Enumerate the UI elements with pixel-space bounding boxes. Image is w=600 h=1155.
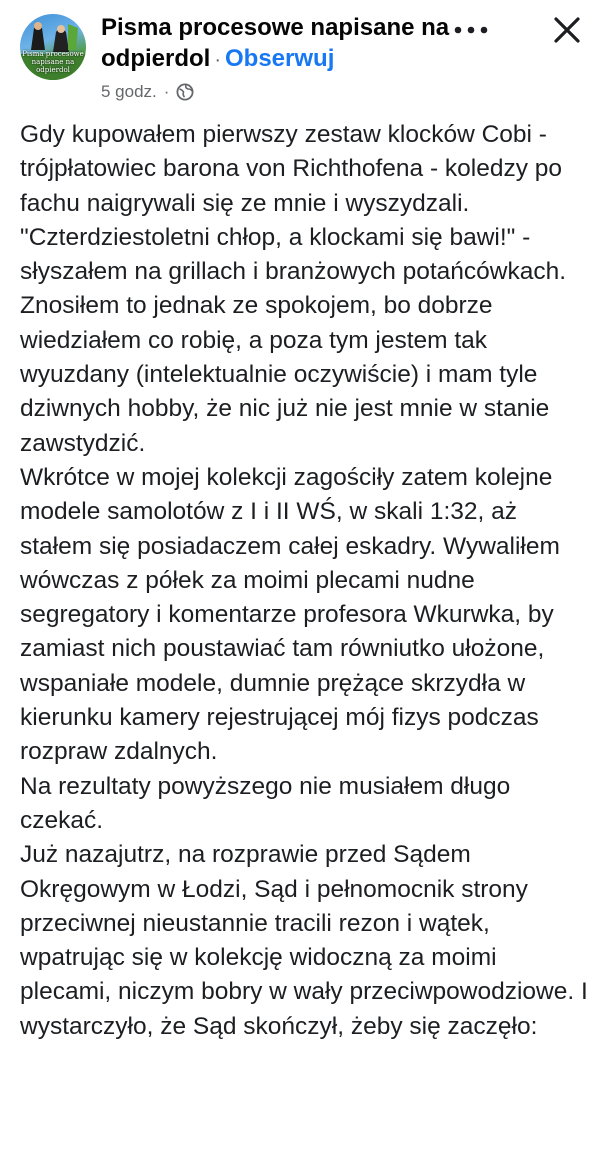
post-meta: [101, 80, 194, 104]
close-icon: [553, 16, 581, 44]
meta-separator: ·: [163, 82, 170, 101]
post-paragraph: Na rezultaty powyższego nie musiałem długo czekać.: [20, 772, 511, 834]
post-paragraph: Gdy kupowałem pierwszy zestaw klocków Cobi - trójpłatowiec barona von Richthofena - koledzy po fachu naigrywali się ze mnie i wyszydzali. "Czterdziestoletni chłop, a klockami się bawi!" - słyszałem na grillach i branżowych potańcówkach. Znosiłem to jednak ze spokojem, bo dobrze wiedziałem co robię, a poza tym jestem tak wyuzdany (intelektualnie oczywiście) i mam tyle dziwnych hobby, że nic już nie jest mnie w stanie zawstydzić.: [20, 121, 567, 457]
avatar-text-line: Pisma procesowe: [22, 50, 84, 58]
page-name-link[interactable]: Pisma procesowe napisane na odpierdol: [101, 14, 450, 72]
follow-button[interactable]: Obserwuj: [225, 45, 335, 72]
post-text: [20, 118, 588, 1044]
post-header: [0, 0, 600, 112]
more-horizontal-icon: [454, 26, 488, 34]
post-paragraph: Wkrótce w mojej kolekcji zagościły zatem kolejne modele samolotów z I i II WŚ, w skali 1:32, aż stałem się posiadaczem całej eskadry. Wywaliłem wówczas z półek za moimi plecami nudne segregatory i komentarze profesora Wkurwka, by zamiast nich poustawiać tam równiutko ułożone, wspaniałe modele, dumnie prężące skrzydła w kierunku kamery rejestrującej mój fizys podczas rozpraw zdalnych.: [20, 463, 560, 766]
avatar-text-line: odpierdol: [36, 66, 70, 74]
page-avatar[interactable]: [20, 14, 86, 80]
close-button[interactable]: [543, 8, 591, 52]
globe-icon[interactable]: [176, 83, 194, 101]
more-options-button[interactable]: [446, 12, 496, 48]
title-separator: ·: [214, 49, 221, 71]
avatar-text-line: napisane na: [31, 58, 75, 66]
post-paragraph: Już nazajutrz, na rozprawie przed Sądem Okręgowym w Łodzi, Sąd i pełnomocnik strony przeciwnej nieustannie tracili rezon i wątek, wpatrując się w kolekcję widoczną za moimi plecami, niczym bobry w wały przeciwpowodziowe. I wystarczyło, że Sąd skończył, żeby się zaczęło:: [20, 841, 588, 1040]
timestamp-link[interactable]: 5 godz.: [101, 82, 157, 101]
post-title-line: [101, 12, 461, 76]
